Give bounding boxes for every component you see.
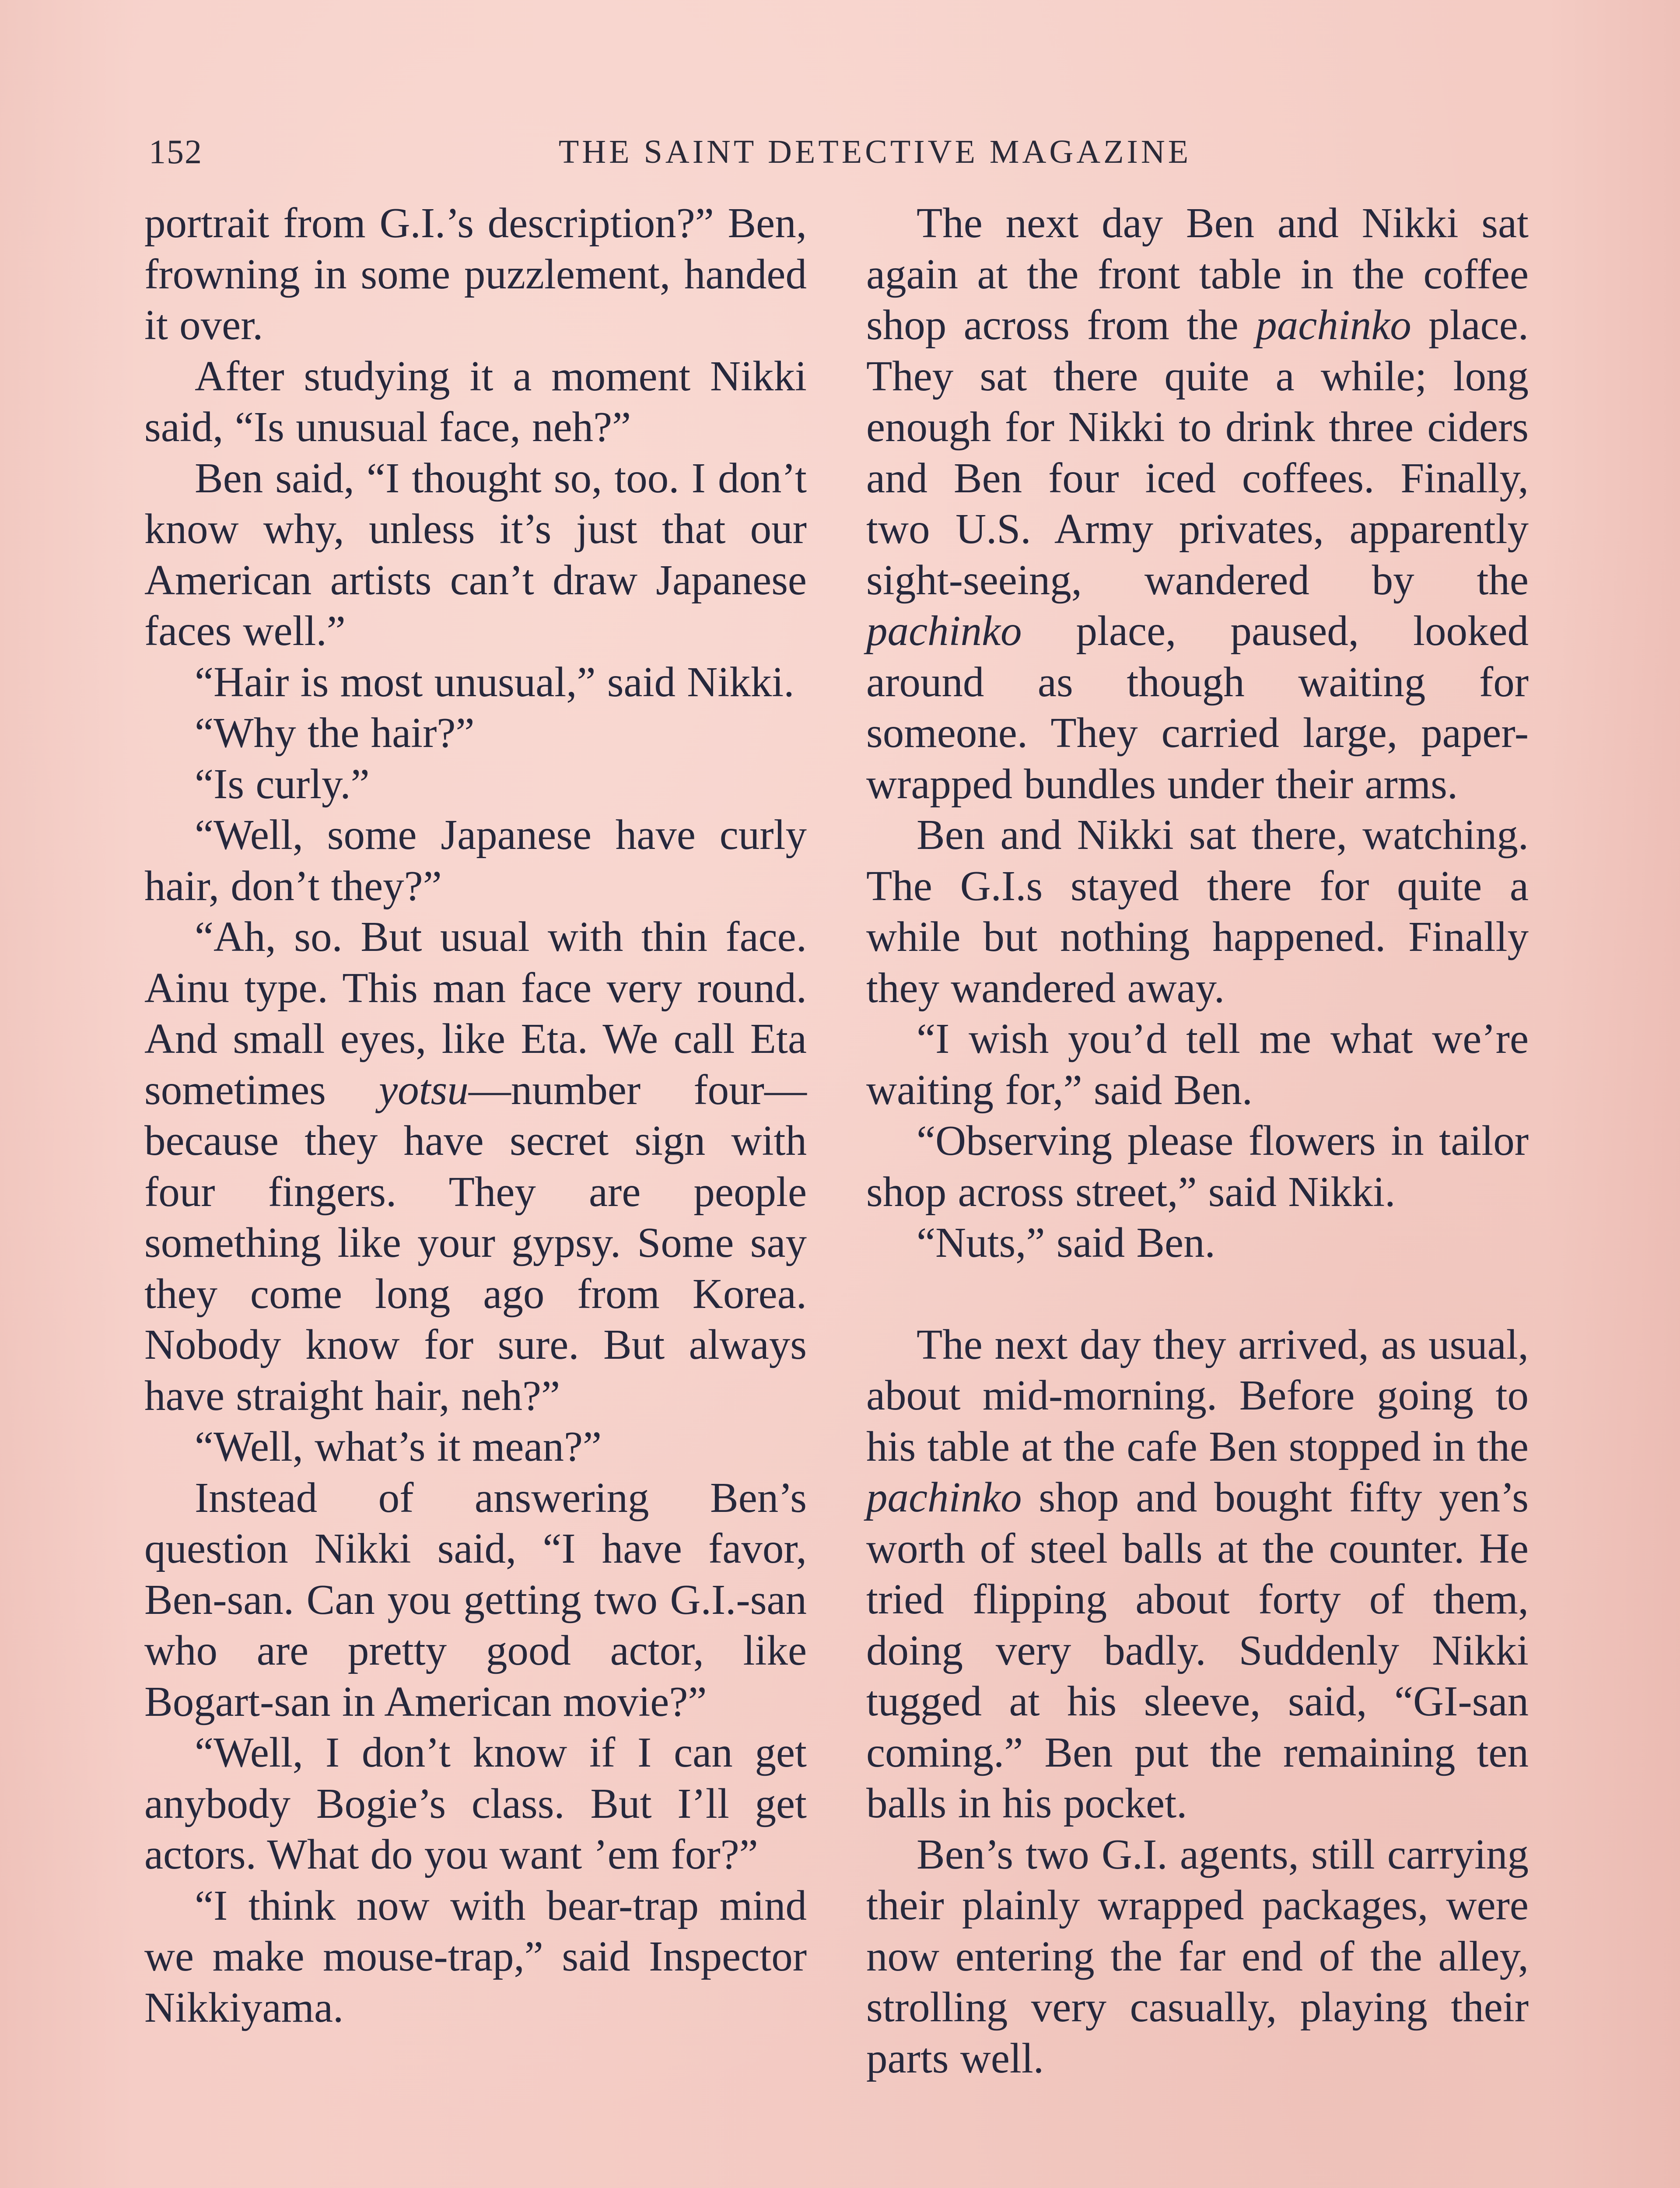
paragraph: “Why the hair?” (195, 709, 475, 756)
running-title: THE SAINT DETECTIVE MAGAZINE (558, 133, 1192, 170)
paragraph: Ben said, “I thought so, too. I don’t know why, unless it’s just that our American artists can’t draw Japanese faces well.” (144, 454, 807, 654)
section-break (866, 1269, 1529, 1319)
paragraph: “Well, some Japanese have curly hair, don’t they?” (144, 811, 807, 909)
paragraph: “Hair is most unusual,” said Nikki. (195, 658, 794, 705)
page-number: 152 (149, 133, 203, 171)
paragraph: Instead of answering Ben’s question Nikki said, “I have favor, Ben-san. Can you getting two G.I.-san who are pretty good actor, like Bogart-san in American movie?” (144, 1474, 807, 1725)
paragraph: “I think now with bear-trap mind we make mouse-trap,” said Inspector Nikkiyama. (144, 1882, 807, 2031)
paragraph: “Well, what’s it mean?” (195, 1423, 602, 1470)
paragraph: After studying it a moment Nikki said, “Is unusual face, neh?” (144, 352, 807, 450)
paragraph: “Ah, so. But usual with thin face. Ainu type. This man face very round. And small eyes, like Eta. We call Eta sometimes yotsu—number four—because they have secret sign with four fingers. They are people something like your gypsy. Some say they come long ago from Korea. Nobody know for sure. But always have straight hair, neh?” (144, 913, 807, 1419)
paragraph: “Nuts,” said Ben. (917, 1219, 1215, 1266)
paragraph: “Observing please flowers in tailor shop across street,” said Nikki. (866, 1117, 1529, 1215)
paragraph: “Well, I don’t know if I can get anybody Bogie’s class. But I’ll get actors. What do you want ’em for?” (144, 1729, 807, 1878)
paragraph: “Is curly.” (195, 760, 370, 807)
paragraph: portrait from G.I.’s description?” Ben, frowning in some puzzlement, handed it over. (144, 200, 807, 348)
right-column (866, 198, 1529, 2084)
paragraph: “I wish you’d tell me what we’re waiting for,” said Ben. (866, 1015, 1529, 1113)
paragraph: Ben and Nikki sat there, watching. The G.I.s stayed there for quite a while but nothing happened. Finally they wandered away. (866, 811, 1529, 1011)
paragraph: The next day Ben and Nikki sat again at the front table in the coffee shop across from the pachinko place. They sat there quite a while; long enough for Nikki to drink three ciders and Ben four iced coffees. Finally, two U.S. Army privates, apparently sight-seeing, wandered by the pachinko place, paused, looked around as though waiting for someone. They carried large, paper-wrapped bundles under their arms. (866, 200, 1529, 807)
left-column (144, 198, 807, 2033)
paragraph: Ben’s two G.I. agents, still carrying their plainly wrapped packages, were now entering the far end of the alley, strolling very casually, playing their parts well. (866, 1830, 1529, 2082)
page-header (149, 128, 1536, 176)
paragraph: The next day they arrived, as usual, about mid-morning. Before going to his table at the cafe Ben stopped in the pachinko shop and bought fifty yen’s worth of steel balls at the counter. He tried flipping about forty of them, doing very badly. Suddenly Nikki tugged at his sleeve, said, “GI-san coming.” Ben put the remaining ten balls in his pocket. (866, 1321, 1529, 1827)
